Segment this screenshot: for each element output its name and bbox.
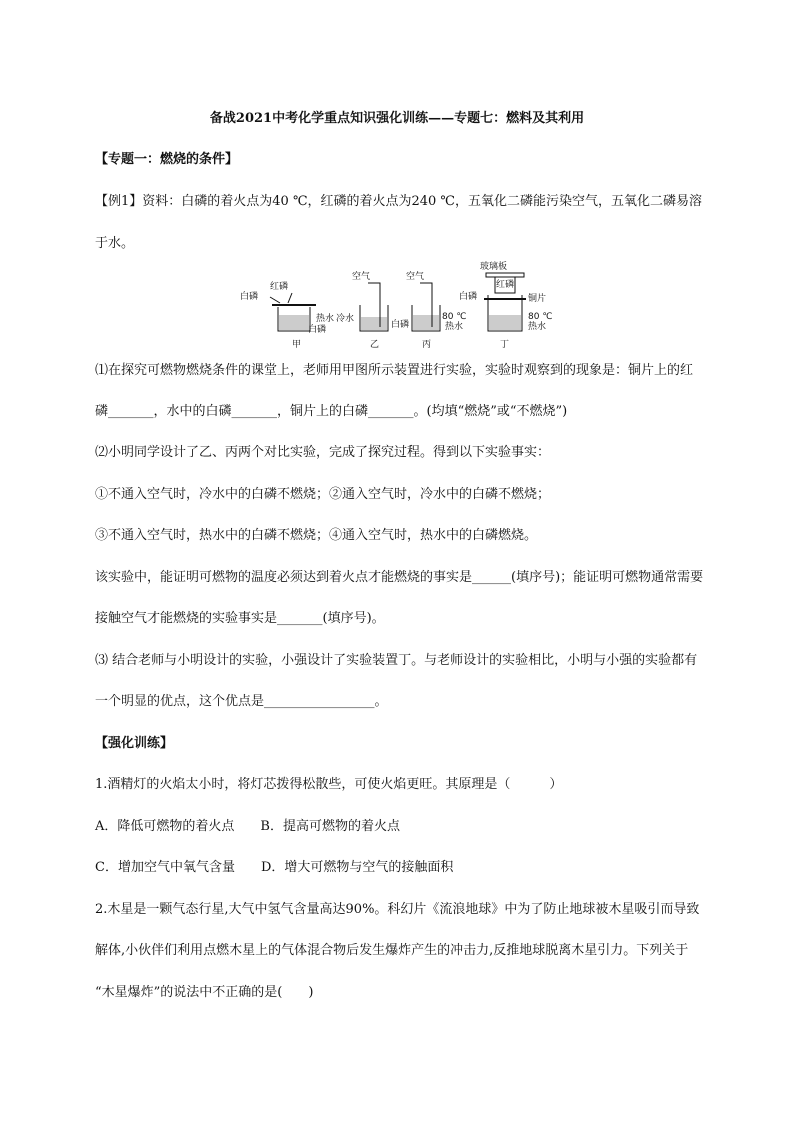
caption-yi: 乙 [370, 340, 380, 350]
problem-1-options-cd: C．增加空气中氧气含量 D．增大可燃物与空气的接触面积 [95, 860, 454, 875]
label-hot-water: 热水 [316, 314, 335, 324]
label-air-yi: 空气 [352, 272, 371, 282]
caption-jia: 甲 [292, 340, 302, 350]
label-red-phosphorus: 红磷 [270, 282, 289, 292]
label-copper: 铜片 [528, 294, 547, 304]
question-1-cont: 磷_______，水中的白磷_______，铜片上的白磷_______。(均填“燃烧”或“不燃烧”) [95, 404, 568, 419]
caption-bing: 丙 [422, 340, 432, 350]
label-temp-ding: 80 ℃ [528, 312, 553, 322]
question-2-ask-cont: 接触空气才能燃烧的实验事实是_______(填序号)。 [95, 611, 385, 626]
section-heading-conditions: 【专题一：燃烧的条件】 [95, 152, 239, 167]
apparatus-diagram [240, 259, 560, 351]
problem-1-options-ab: A．降低可燃物的着火点 B．提高可燃物的着火点 [95, 819, 400, 834]
label-white-phosphorus: 白磷 [240, 292, 259, 302]
label-white-phosphorus-yi: 白磷 [391, 320, 410, 330]
question-2-fact-b: ③不通入空气时，热水中的白磷不燃烧；④通入空气时，热水中的白磷燃烧。 [95, 528, 538, 543]
question-2: ⑵小明同学设计了乙、丙两个对比实验，完成了探究过程。得到以下实验事实： [95, 445, 551, 460]
question-3: ⑶ 结合老师与小明设计的实验，小强设计了实验装置丁。与老师设计的实验相比，小明与小强的实验都有 [95, 653, 698, 668]
problem-2-stem-cont: 解体,小伙伴们利用点燃木星上的气体混合物后发生爆炸产生的冲击力,反推地球脱离木星引力。下列关于 [95, 943, 689, 958]
example-text-cont: 于水。 [95, 236, 135, 251]
label-white-phosphorus-ding: 白磷 [459, 292, 478, 302]
label-glass-plate: 玻璃板 [480, 262, 508, 272]
problem-1-stem: 1.酒精灯的火焰太小时，将灯芯拨得松散些，可使火焰更旺。其原理是（ ） [95, 777, 563, 792]
label-hot-water-bing: 热水 [445, 322, 464, 332]
section-heading-training: 【强化训练】 [95, 736, 174, 751]
problem-2-question: “木星爆炸”的说法中不正确的是( ) [95, 985, 314, 1000]
question-2-fact-a: ①不通入空气时，冷水中的白磷不燃烧；②通入空气时，冷水中的白磷不燃烧； [95, 487, 551, 502]
question-3-cont: 一个明显的优点，这个优点是_________________。 [95, 694, 388, 709]
label-temp-bing: 80 ℃ [442, 312, 467, 322]
example-text: 【例1】资料：白磷的着火点为40 ℃，红磷的着火点为240 ℃，五氧化二磷能污染空气，五氧化二磷易溶 [95, 194, 702, 209]
problem-2-stem: 2.木星是一颗气态行星,大气中氢气含量高达90%。科幻片《流浪地球》中为了防止地球被木星吸引而导致 [95, 902, 700, 917]
label-air-bing: 空气 [406, 272, 425, 282]
label-red-phosphorus-ding: 红磷 [496, 280, 515, 290]
question-1: ⑴在探究可燃物燃烧条件的课堂上，老师用甲图所示装置进行实验，实验时观察到的现象是：铜片上的红 [95, 363, 694, 378]
label-white-phosphorus-bottom: 白磷 [308, 325, 327, 335]
label-cold-water: 冷水 [336, 314, 355, 324]
experiment-figure [240, 259, 560, 351]
page-title: 备战2021中考化学重点知识强化训练——专题七：燃料及其利用 [209, 111, 585, 126]
label-hot-water-ding: 热水 [528, 322, 547, 332]
caption-ding: 丁 [500, 340, 510, 350]
question-2-ask: 该实验中，能证明可燃物的温度必须达到着火点才能燃烧的事实是______(填序号)；能证明可燃物通常需要 [95, 570, 704, 585]
